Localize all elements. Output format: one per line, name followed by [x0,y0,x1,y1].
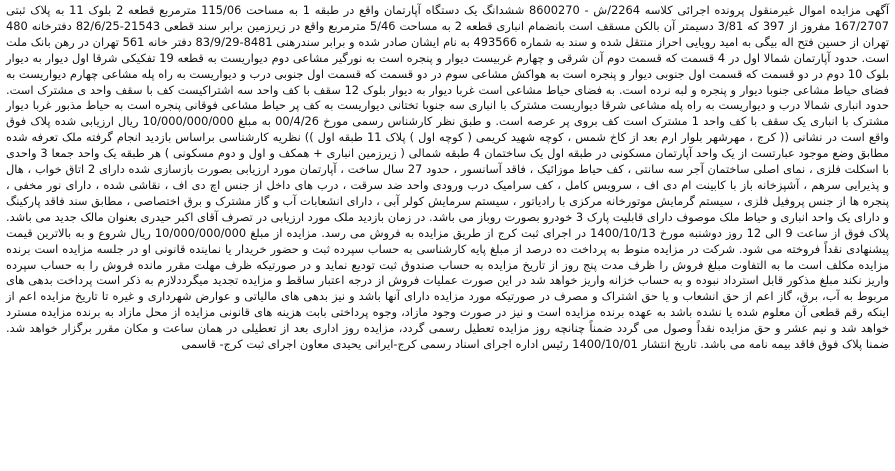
auction-notice-text: آگهی مزایده اموال غیرمنقول پرونده اجرائی کلاسه 2264/ش - 8600270 ششدانگ یک دستگاه آپارتمان واقع در طبقه 1 به مساحت 115/06 مترمربع قطعه 2 بلوک 11 به پلاک ثبتی 167/2707 مفروز از 397 که 3/81 دسیمتر آن بالکن مسقف است بانضمام انباری قطعه 2 به مساحت 5/46 مترمربع واقع در زیرزمین برابر سند قطعی 21543-82/6/25 دفترخانه 480 تهران از حسین فتح اله بیگی به امید رویایی احراز منتقل شده و سند به شماره 493566 به نام ایشان صادر شده و برابر سندرهنی 8481-83/9/29 دفتر خانه 561 تهران در رهن بانک ملت است. حدود آپارتمان شمالا اول در 4 قسمت که قسمت دوم آن شرقی و چهارم غربیست دیوار و پنجره است به نورگیر مشاعی دوم دیواریست به قطعه 19 تفکیکی شرقا اول دیوار به دیوار بلوک 10 دوم در دو قسمت که قسمت اول جنوبی دیوار و پنجره است به هواکش مشاعی سوم در دو قسمت که قسمت اول جنوبی درب و دیواریست به راه پله مشاعی چهارم دیواریست به فضای حیاط مشاعی جنوبا دیوار و پنجره و لبه نرده است. به فضای حیاط مشاعی است غربا دیوار به دیوار بلوک 12 سقف با کف واحد سه اشتراکیست کف با سقف واحد ی مشترک است. حدود انباری شمالا درب و دیواریست به راه پله مشاعی شرقا دیواریست مشترک با انباری سه جنوبا تختانی دیواریست به کف پر حیاط مشاعی فوقانی پنجره است به حیاط مذبور غربا دیوار مشترک با انباری یک سقف با کف واحد 1 مشترک است کف بروی پر عرصه است. و طبق نظر کارشناس رسمی مورخ 00/4/26 به مبلغ 10/000/000/000 ریال ارزیابی شده پلاک فوق واقع است در نشانی (( کرج ، مهرشهر بلوار ارم بعد از کاخ شمس ، کوچه شهید کریمی ( کوچه اول ) پلاک 11 طبقه اول )) نظریه کارشناسی براساس بازدید انجام گرفته ملک تعرفه شده مطابق وضع موجود عبارتست از یک واحد آپارتمان مسکونی در طبقه اول یک ساختمان 4 طبقه شمالی ( زیرزمین انباری + همکف و اول و دوم مسکونی ) هر طبقه یک واحد جمعا 3 واحدی با اسکلت فلزی ، نمای اصلی ساختمان آجر سه سانتی ، کف حیاط موزائیک ، فاقد آسانسور ، حدود 27 سال ساخت ، آپارتمان مورد ارزیابی بصورت بازسازی شده دارای 2 اتاق خواب ، هال و پذیرایی سرهم ، آشپزخانه باز با کابینت ام دی اف ، سرویس کامل ، کف سرامیک درب ورودی واحد ضد سرقت ، درب های داخل از جنس اچ دی اف ، نقاشی شده ، دارای نور مخفی ، پنجره ها از جنس پروفیل فلزی ، سیستم گرمایش موتورخانه مرکزی با رادیاتور ، سیستم سرمایش کولر آبی ، دارای انشعابات آب و گاز مشترک و برق اختصاصی ، مطابق سند فاقد پارکینگ و دارای یک واحد انباری و حیاط ملک موصوف دارای قابلیت پارک 3 خودرو بصورت روباز می باشد. در زمان بازدید ملک مورد ارزیابی در تصرف آقای اکبر حیدری بعنوان مالک جدید می باشد. پلاک فوق از ساعت 9 الی 12 روز دوشنبه مورخ 1400/10/13 در اجرای ثبت کرج از طریق مزایده به فروش می رسد. مزایده از مبلغ 10/000/000/000 ریال شروع و به بالاترین قیمت پیشنهادی نقداً فروخته می شود. شرکت در مزایده منوط به پرداخت ده درصد از مبلغ پایه کارشناسی به حساب سپرده ثبت و حضور خریدار یا نماینده قانونی او در جلسه مزایده است برنده مزایده مکلف است ما به التفاوت مبلغ فروش را ظرف مدت پنج روز از تاریخ مزایده به حساب صندوق ثبت تودیع نماید و در صورتیکه ظرف مهلت مقرر مانده فروش را به حساب سپرده واریز نکند مبلغ مذکور قابل استرداد نبوده و به حساب خزانه واریز خواهد شد در این صورت عملیات فروش از درجه اعتبار ساقط و مزایده تجدید میگرددلازم به ذکر است پرداخت بدهی های مربوط به آب، برق، گاز اعم از حق انشعاب و یا حق اشتراک و مصرف در صورتیکه مورد مزایده دارای آنها باشد و نیز بدهی های مالیاتی و عوارض شهرداری و غیره تا تاریخ مزایده اعم از اینکه رقم قطعی آن معلوم شده یا نشده باشد به عهده برنده مزایده است و نیز در صورت وجود مازاد، وجوه پرداختی بابت هزینه های قانونی مزایده از محل مازاد به برنده مزایده مسترد خواهد شد و نیم عشر و حق مزایده نقداً وصول می گردد ضمناً چنانچه روز مزایده تعطیل رسمی گردد، مزایده روز اداری بعد از تعطیلی در همان ساعت و مکان مقرر برگزار خواهد شد. ضمنا پلاک فوق فاقد بیمه نامه می باشد. تاریخ انتشار 1400/10/01 رئیس اداره اجرای اسناد رسمی کرج-ایرانی یحیدی معاون اجرای ثبت کرج- قاسمی [6,3,890,352]
